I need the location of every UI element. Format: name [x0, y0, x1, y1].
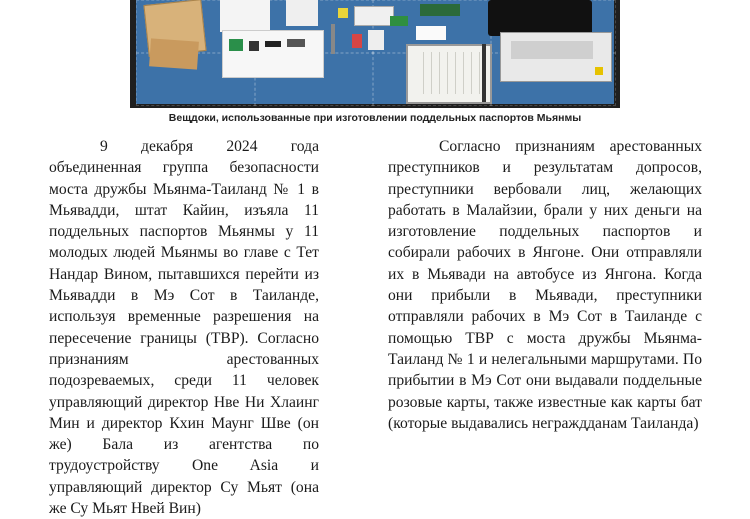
ink-pad — [354, 6, 394, 26]
article-column-right — [388, 136, 702, 434]
stationery — [390, 16, 408, 26]
paper-sheet — [286, 0, 318, 26]
article-paragraph: Согласно признаниям арестованных преступников и результатам допросов, преступники вербовали лиц, желающих работать в Малайзии, брали у них деньги на изготовление поддельных паспортов и собирали рабочих в Янгоне. Они отправляли их в Мьявади на автобусе из Янгона. Когда они прибыли в Мьявади, преступники отправляли рабочих в Мэ Сот в Таиланде с помощью ТВР с моста дружбы Мьянма-Таиланд № 1 и нелегальными маршрутами. По прибытии в Мэ Сот они выдавали поддельные розовые карты, также известные как карты бат (которые выдавались неграждданам Таиланда) — [388, 138, 702, 432]
figure-caption: Вещдоки, использованные при изготовлении поддельных паспортов Мьянмы — [168, 112, 582, 124]
passport-cover — [149, 38, 199, 69]
id-cards-sheet — [222, 30, 324, 78]
blue-foam-mat — [136, 0, 614, 104]
card — [416, 26, 446, 40]
evidence-photo — [130, 0, 620, 108]
paper-cutter — [406, 44, 492, 104]
sticker — [338, 8, 348, 18]
pen — [331, 24, 335, 54]
stationery — [368, 30, 384, 50]
paper-sheet — [220, 0, 270, 32]
stationery — [352, 34, 362, 48]
article-paragraph: 9 декабря 2024 года объединенная группа безопасности моста дружбы Мьянма-Таиланд № 1 в Мьявадди, штат Кайин, изъяла 11 поддельных паспортов Мьянмы у 11 молодых людей Мьянмы во главе с Тет Нандар Вином, пытавшихся перейти из Мьявадди в Мэ Сот в Таиланде, используя временные разрешения на пересечение границы (ТВР). Согласно признаниям арестованных подозреваемых, среди 11 человек управляющий директор Нве Ни Хлаинг Мин и директор Кхин Маунг Шве (он же) Бала из агентства по трудоустройству One Asia и управляющий директор Су Мьят (она же Су Мьят Нвей Вин) — [49, 138, 319, 518]
article-column-left — [49, 136, 319, 519]
printer — [488, 0, 592, 36]
laminator — [500, 32, 612, 82]
stapler — [420, 4, 460, 16]
